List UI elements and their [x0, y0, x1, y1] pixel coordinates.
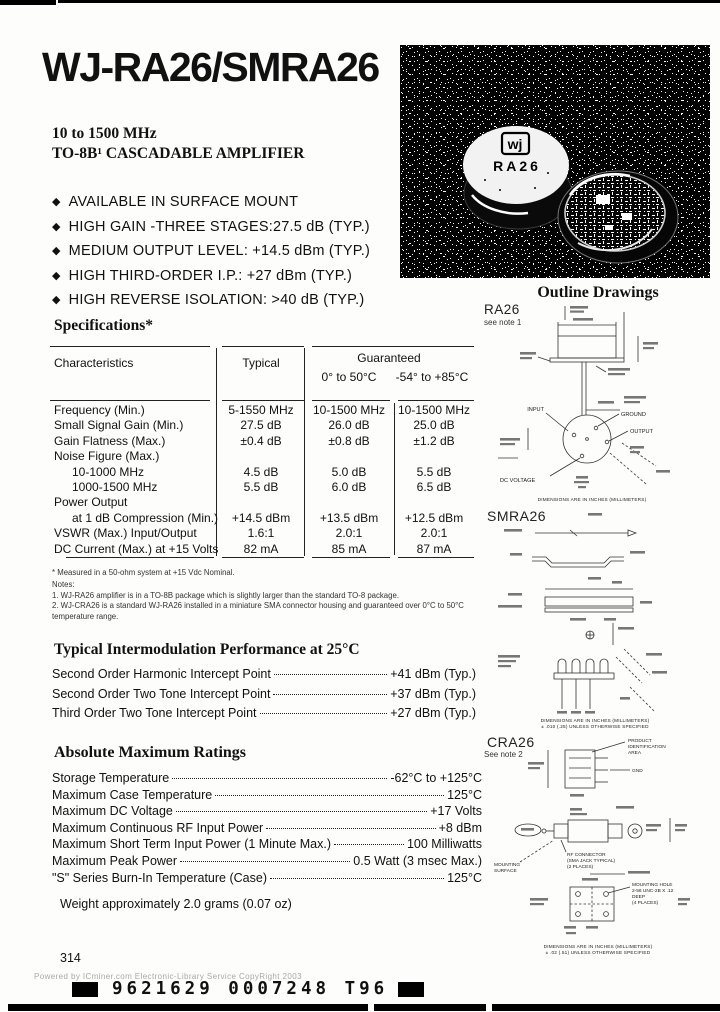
feature-item — [52, 215, 370, 240]
absmax-label: Maximum Short Term Input Power (1 Minute Max.) — [52, 837, 332, 852]
barcode-block-icon — [72, 982, 98, 997]
weight-note: Weight approximately 2.0 grams (0.07 oz) — [60, 897, 292, 911]
table-row — [50, 511, 474, 526]
cell-g1: 2.0:1 — [335, 526, 363, 541]
intermod-heading: Typical Intermodulation Performance at 25°C — [54, 641, 360, 658]
absmax-label: Storage Temperature — [52, 771, 170, 785]
row-label: Power Output — [54, 495, 128, 510]
page-title: WJ-RA26/SMRA26 — [42, 44, 379, 90]
intermod-value: +37 dBm (Typ.) — [390, 686, 476, 701]
column-header-0-50: 0° to 50°C — [321, 370, 377, 384]
diamond-bullet-icon: ◆ — [52, 220, 61, 233]
cra26-callout-mounting-hole-4: (4 PLACES) — [632, 901, 659, 906]
table-rule — [222, 557, 304, 558]
intermod-list — [52, 667, 476, 726]
diamond-bullet-icon: ◆ — [52, 294, 61, 306]
cell-g2: 25.0 dB — [413, 418, 455, 433]
absmax-row — [52, 771, 482, 788]
cra26-callout-gnd: GND — [632, 769, 643, 774]
cell-typical: 5.5 dB — [243, 479, 279, 494]
column-header-characteristics: Characteristics — [54, 356, 134, 370]
cra26-drawing-footer-1: DIMENSIONS ARE IN INCHES (MILLIMETERS) — [543, 944, 653, 949]
cell-g2: 87 mA — [416, 541, 452, 556]
spec-notes — [52, 580, 476, 622]
cra26-callout-product-3: AREA — [628, 751, 642, 756]
absmax-label: Maximum Peak Power — [52, 853, 178, 868]
outline-drawings-heading: Outline Drawings — [537, 284, 659, 301]
row-label: 10-1000 MHz — [72, 464, 145, 479]
table-row — [50, 542, 474, 557]
cell-g1: 85 mA — [331, 541, 367, 556]
pin-label-dc-voltage: DC VOLTAGE — [500, 478, 536, 484]
spec-table — [50, 346, 474, 558]
diamond-bullet-icon: ◆ — [52, 269, 61, 282]
cell-g2: 6.5 dB — [416, 479, 452, 494]
intermod-row — [52, 706, 476, 726]
absmax-row — [52, 821, 482, 838]
absmax-label: "S" Series Burn-In Temperature (Case) — [52, 870, 267, 885]
chip-label: RA26 — [493, 158, 541, 174]
pin-label-input: INPUT — [527, 407, 544, 413]
intermod-row — [52, 667, 476, 687]
cell-g2: 2.0:1 — [420, 526, 448, 541]
feature-item — [52, 239, 370, 264]
cra26-drawing-footer-2: ± .02 (.51) UNLESS OTHERWISE SPECIFIED — [545, 950, 651, 955]
table-rule — [66, 557, 214, 558]
table-rule — [50, 400, 210, 401]
cra26-callout-product-2: IDENTIFICATION — [628, 745, 666, 750]
absmax-row — [52, 788, 482, 805]
absmax-value: 125°C — [447, 787, 482, 802]
table-row — [50, 434, 474, 449]
table-row — [50, 495, 474, 510]
feature-list — [52, 190, 370, 313]
dot-leader — [274, 674, 387, 675]
table-row — [50, 465, 474, 480]
ra26-bottom-view — [563, 415, 611, 463]
top-edge-rule-right — [58, 0, 720, 3]
row-label: Frequency (Min.) — [54, 403, 145, 417]
row-label: VSWR (Max.) Input/Output — [54, 526, 197, 541]
ra26-drawing-footer: DIMENSIONS ARE IN INCHES (MILLIMETERS) — [537, 497, 647, 502]
dot-leader — [176, 811, 427, 812]
feature-text: HIGH REVERSE ISOLATION: >40 dB (TYP.) — [68, 292, 365, 308]
cell-typical: 5-1550 MHz — [228, 403, 294, 417]
cra26-outline-svg — [470, 732, 720, 960]
pin-label-output: OUTPUT — [630, 429, 653, 435]
cell-typical — [218, 449, 304, 464]
absmax-list — [52, 771, 482, 887]
cell-typical: 1.6:1 — [247, 526, 275, 541]
top-edge-rule-left — [0, 0, 56, 5]
page-number: 314 — [60, 951, 81, 965]
bottom-bar — [8, 1004, 368, 1011]
specifications-heading: Specifications* — [54, 317, 154, 334]
cra26-callout-product-1: PRODUCT — [628, 739, 652, 744]
bottom-bar — [492, 1004, 720, 1011]
diamond-bullet-icon: ◆ — [52, 245, 61, 257]
product-photo — [400, 45, 710, 278]
cra26-callout-rf-1: RF CONNECTOR — [567, 853, 606, 858]
feature-item — [52, 190, 370, 215]
table-rule — [312, 346, 474, 347]
cell-typical: +14.5 dBm — [231, 510, 291, 525]
ra26-can — [463, 126, 572, 229]
watermark: Powered by ICminer.com Electronic-Library Service CopyRight 2003 — [34, 972, 302, 981]
cell-g2: +12.5 dBm — [404, 510, 464, 525]
table-rule — [222, 400, 304, 401]
cell-typical: 82 mA — [243, 541, 279, 556]
absmax-value: 0.5 Watt (3 msec Max.) — [353, 853, 482, 868]
table-rule — [398, 400, 474, 401]
cell-g2: 5.5 dB — [416, 464, 452, 479]
feature-item — [52, 264, 370, 289]
row-label: at 1 dB Compression (Min.) — [72, 510, 219, 525]
ra26-drawing-label: RA26 — [484, 302, 520, 317]
table-row — [50, 403, 474, 418]
feature-text: HIGH GAIN -THREE STAGES:27.5 dB (TYP.) — [68, 218, 370, 235]
table-row — [50, 449, 474, 464]
smra26-outline-svg — [470, 505, 720, 733]
absmax-label: Maximum DC Voltage — [52, 804, 173, 819]
ra26-outline-svg — [470, 300, 720, 505]
spec-footnote: * Measured in a 50-ohm system at +15 Vdc Nominal. — [52, 568, 235, 577]
cra26-drawing-note: See note 2 — [484, 750, 523, 759]
cell-typical: 4.5 dB — [243, 464, 279, 479]
absmax-label: Maximum Continuous RF Input Power — [52, 820, 264, 835]
cell-g2 — [394, 495, 474, 510]
dot-leader — [270, 878, 444, 879]
dot-leader — [273, 694, 387, 695]
table-row — [50, 480, 474, 495]
feature-text: MEDIUM OUTPUT LEVEL: +14.5 dBm (TYP.) — [68, 243, 371, 259]
intermod-value: +27 dBm (Typ.) — [390, 706, 476, 720]
table-rule — [398, 557, 474, 558]
cra26-callout-mounting-surface-2: SURFACE — [494, 869, 517, 874]
cell-g2 — [394, 449, 474, 464]
dot-leader — [266, 828, 435, 829]
bottom-bar — [374, 1004, 486, 1011]
cell-g1 — [304, 495, 394, 510]
cell-typical — [218, 495, 304, 510]
intermod-label: Second Order Harmonic Intercept Point — [52, 667, 271, 681]
intermod-label: Second Order Two Tone Intercept Point — [52, 686, 271, 701]
smra26-drawing-footer-2: ± .010 (.25) UNLESS OTHERWISE SPECIFIED — [541, 724, 649, 729]
note-2: 2. WJ-CRA26 is a standard WJ-RA26 installed in a miniature SMA connector housing and guaranteed over 0°C to 50°C temperature range. — [52, 601, 464, 621]
cell-typical: ±0.4 dB — [240, 433, 282, 448]
cra26-callout-rf-2: (SMA JACK TYPICAL) — [567, 859, 616, 864]
column-header-54-85: -54° to +85°C — [395, 370, 469, 384]
table-row — [50, 526, 474, 541]
spec-table-body — [50, 403, 474, 557]
wj-logo: wj — [507, 136, 523, 152]
dot-leader — [215, 795, 444, 796]
cell-g2: ±1.2 dB — [413, 433, 455, 448]
cell-g1 — [304, 449, 394, 464]
table-row — [50, 418, 474, 433]
open-can — [558, 171, 678, 263]
absmax-row — [52, 837, 482, 854]
feature-item — [52, 288, 370, 313]
cell-g1: 6.0 dB — [331, 479, 367, 494]
cra26-callout-mounting-surface-1: MOUNTING — [494, 863, 521, 868]
intermod-label: Third Order Two Tone Intercept Point — [52, 706, 257, 720]
table-rule — [312, 557, 390, 558]
row-label: Noise Figure (Max.) — [54, 449, 160, 464]
table-rule — [312, 400, 390, 401]
absmax-row — [52, 854, 482, 871]
cra26-callout-mounting-hole-2: 2-56 UNC-2B X .12 — [632, 889, 674, 894]
notes-label: Notes: — [52, 580, 75, 589]
cell-g1: +13.5 dBm — [319, 510, 379, 525]
dot-leader — [260, 713, 388, 714]
dot-leader — [334, 844, 404, 845]
absmax-row — [52, 871, 482, 888]
absmax-value: +17 Volts — [430, 804, 482, 819]
row-label: 1000-1500 MHz — [72, 479, 158, 494]
absmax-label: Maximum Case Temperature — [52, 787, 213, 802]
cra26-drawing-label: CRA26 — [487, 734, 535, 750]
barcode-block-icon — [398, 982, 424, 997]
cra26-callout-mounting-hole-1: MOUNTING HOLE — [632, 883, 673, 888]
absmax-value: 100 Milliwatts — [406, 837, 482, 852]
absmax-value: +8 dBm — [438, 820, 482, 835]
cell-g2: 10-1500 MHz — [397, 403, 471, 417]
note-1: 1. WJ-RA26 amplifier is in a TO-8B package which is slightly larger than the standard TO-8 package. — [52, 590, 399, 600]
absmax-row — [52, 804, 482, 821]
dot-leader — [172, 778, 387, 779]
absmax-heading: Absolute Maximum Ratings — [54, 744, 247, 761]
cell-typical: 27.5 dB — [240, 418, 282, 433]
diamond-bullet-icon: ◆ — [52, 196, 61, 208]
cra26-callout-rf-3: (2 PLACES) — [567, 865, 594, 870]
table-rule — [222, 346, 304, 347]
table-rule — [50, 346, 210, 347]
pin-label-ground: GROUND — [621, 412, 646, 418]
micr-line — [72, 979, 424, 999]
row-label: DC Current (Max.) at +15 Volts — [54, 541, 219, 556]
subtitle-line-2: TO-8B¹ CASCADABLE AMPLIFIER — [52, 145, 305, 162]
cell-g1: 5.0 dB — [331, 464, 367, 479]
absmax-value: -62°C to +125°C — [390, 771, 482, 785]
micr-code: 9621629 0007248 T96 — [112, 979, 389, 999]
column-header-guaranteed: Guaranteed — [357, 351, 421, 365]
subtitle — [52, 124, 304, 164]
column-header-typical: Typical — [242, 356, 280, 370]
feature-text: HIGH THIRD-ORDER I.P.: +27 dBm (TYP.) — [68, 267, 353, 284]
subtitle-line-1: 10 to 1500 MHz — [52, 125, 157, 142]
cell-g1: 26.0 dB — [328, 418, 370, 433]
dot-leader — [180, 861, 350, 862]
ra26-drawing-note: see note 1 — [484, 318, 522, 327]
feature-text: AVAILABLE IN SURFACE MOUNT — [68, 194, 299, 210]
smra26-drawing-label: SMRA26 — [487, 508, 547, 524]
intermod-row — [52, 687, 476, 707]
row-label: Small Signal Gain (Min.) — [54, 418, 184, 433]
row-label: Gain Flatness (Max.) — [54, 433, 166, 448]
absmax-value: 125°C — [447, 870, 482, 885]
intermod-value: +41 dBm (Typ.) — [390, 667, 476, 681]
cell-g1: ±0.8 dB — [328, 433, 370, 448]
smra26-drawing-footer-1: DIMENSIONS ARE IN INCHES (MILLIMETERS) — [540, 718, 650, 723]
cra26-callout-mounting-hole-3: DEEP — [632, 895, 646, 900]
cell-g1: 10-1500 MHz — [312, 403, 386, 417]
